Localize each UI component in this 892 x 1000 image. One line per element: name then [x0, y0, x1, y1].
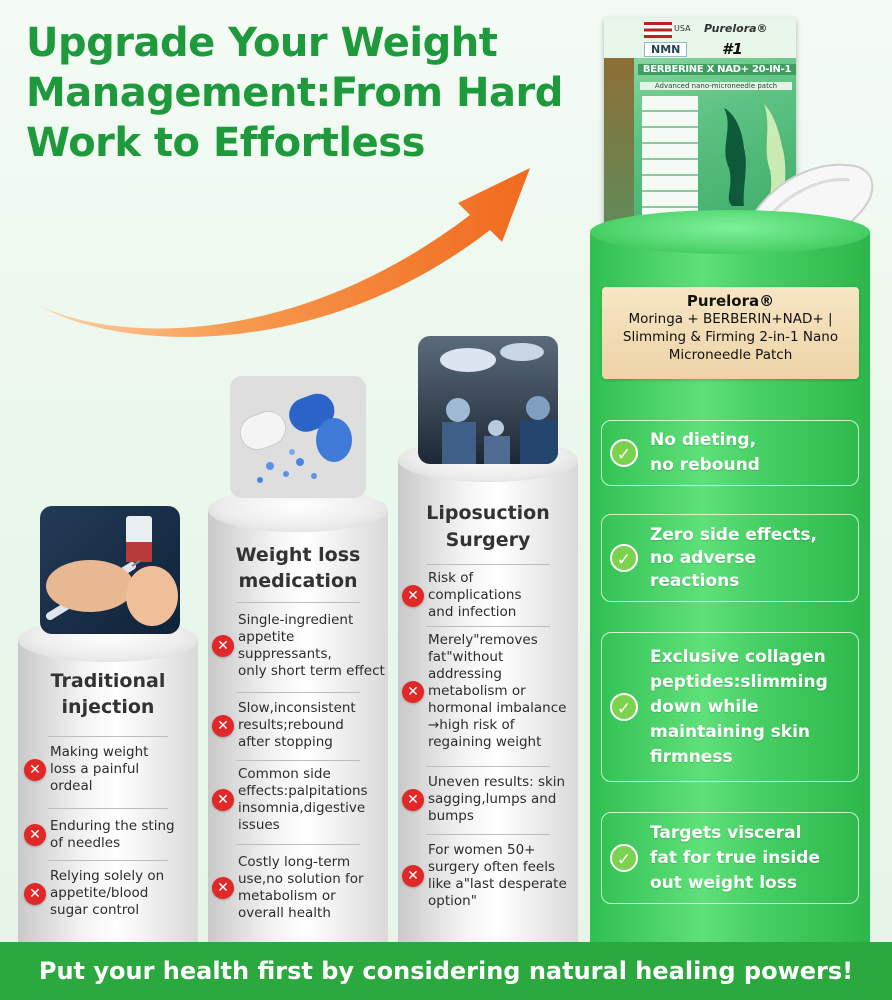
divider [426, 626, 550, 627]
x-icon: ✕ [402, 789, 424, 811]
brand-description: Moringa + BERBERIN+NAD+ | Slimming & Firming 2-in-1 Nano Microneedle Patch [622, 311, 839, 363]
rank-badge: #1 [722, 40, 743, 58]
check-icon: ✓ [610, 693, 638, 721]
injection-photo [40, 506, 180, 634]
x-icon: ✕ [212, 635, 234, 657]
benefit-card: ✓ Targets visceral fat for true inside out weight loss [601, 812, 859, 904]
divider [236, 602, 360, 603]
medication-photo [230, 376, 366, 498]
list-item: ✕ Costly long-term use,no solution for metabolism or overall health [212, 854, 388, 922]
divider [236, 760, 360, 761]
check-icon: ✓ [610, 844, 638, 872]
x-icon: ✕ [402, 585, 424, 607]
list-item: ✕ Single-ingredient appetite suppressants, only short term effect [212, 612, 388, 680]
product-subtitle: Advanced nano-microneedle patch [640, 82, 792, 90]
column-title-injection: Traditional injection [50, 670, 166, 718]
x-icon: ✕ [212, 789, 234, 811]
list-item: ✕ Common side effects:palpitations insomnia,digestive issues [212, 766, 388, 834]
list-item: ✕ Making weight loss a painful ordeal [24, 744, 194, 795]
column-title-liposuction: Liposuction Surgery [426, 502, 550, 551]
footer-banner: Put your health first by considering natural healing powers! [0, 942, 892, 1000]
syringe-icon [40, 506, 180, 634]
benefit-card: ✓ Zero side effects, no adverse reactions [601, 514, 859, 602]
divider [236, 844, 360, 845]
x-icon: ✕ [24, 883, 46, 905]
x-icon: ✕ [402, 681, 424, 703]
headline-line: Work to Effortless [26, 120, 425, 166]
divider [48, 860, 168, 861]
list-item: ✕ Merely"removes fat"without addressing metabolism or hormonal imbalance →high risk of regaining weight [402, 632, 578, 751]
headline-line: Management:From Hard [26, 70, 563, 116]
usa-badge: USA [674, 24, 691, 33]
list-item: ✕ For women 50+ surgery often feels like a"last desperate option" [402, 842, 578, 910]
check-icon: ✓ [610, 439, 638, 467]
x-icon: ✕ [24, 759, 46, 781]
capsule-icon [230, 376, 366, 498]
x-icon: ✕ [24, 824, 46, 846]
list-item: ✕ Enduring the sting of needles [24, 818, 194, 852]
column-title-medication: Weight loss medication [235, 544, 361, 592]
surgeons-icon [418, 336, 558, 464]
x-icon: ✕ [212, 877, 234, 899]
product-name: BERBERINE X NAD+ 20-IN-1 [638, 64, 796, 75]
nmn-badge: NMN [644, 42, 687, 57]
list-item: ✕ Uneven results: skin sagging,lumps and bumps [402, 774, 578, 825]
divider [426, 834, 550, 835]
x-icon: ✕ [212, 715, 234, 737]
surgery-photo [418, 336, 558, 464]
check-icon: ✓ [610, 544, 638, 572]
benefit-card: ✓ No dieting, no rebound [601, 420, 859, 486]
divider [48, 808, 168, 809]
list-item: ✕ Risk of complications and infection [402, 570, 578, 621]
divider [236, 692, 360, 693]
list-item: ✕ Relying solely on appetite/blood sugar control [24, 868, 194, 919]
headline-line: Upgrade Your Weight [26, 20, 498, 66]
divider [426, 766, 550, 767]
benefit-card: ✓ Exclusive collagen peptides:slimming down while maintaining skin firmness [601, 632, 859, 782]
brand-name: Purelora® [686, 292, 775, 310]
list-item: ✕ Slow,inconsistent results;rebound after stopping [212, 700, 388, 751]
divider [48, 736, 168, 737]
divider [426, 564, 550, 565]
usa-flag-icon [644, 22, 672, 38]
brand-box [602, 287, 859, 379]
product-brand: Purelora® [704, 22, 768, 35]
x-icon: ✕ [402, 865, 424, 887]
